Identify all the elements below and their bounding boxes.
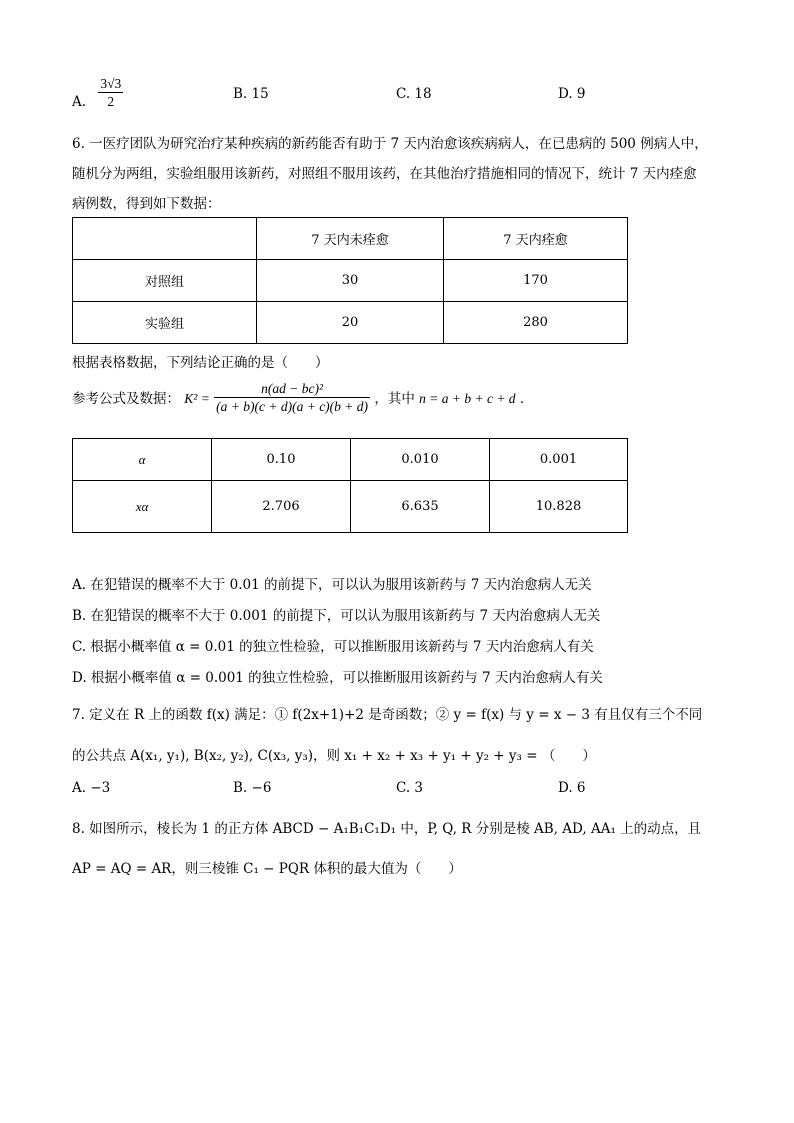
q6-option-c: C. 根据小概率值 α = 0.01 的独立性检验，可以推断服用该新药与 7 天内治愈病人有关	[72, 639, 594, 655]
table-cell: 280	[444, 302, 628, 344]
table-cell: 30	[257, 260, 444, 302]
q6-option-d: D. 根据小概率值 α = 0.001 的独立性检验，可以推断服用该新药与 7 天内治愈病人有关	[72, 670, 603, 686]
q7-stem-line1: 7. 定义在 R 上的函数 f(x) 满足：① f(2x+1)+2 是奇函数；② y = f(x) 与 y = x − 3 有且仅有三个不同	[72, 707, 703, 723]
table-row	[73, 439, 628, 481]
table-cell: 170	[444, 260, 628, 302]
formula-lhs: K² =	[184, 391, 210, 406]
table-cell: 对照组	[73, 260, 257, 302]
formula-fraction	[214, 381, 370, 414]
table-cell-alpha-label: α	[73, 439, 212, 481]
table-cell: 6.635	[351, 481, 490, 533]
q5-option-a-numerator: 3√3	[100, 76, 122, 91]
q7-option-c: C. 3	[396, 780, 424, 796]
table-row	[73, 481, 628, 533]
table-row	[73, 302, 628, 344]
formula-denominator: (a + b)(c + d)(a + c)(b + d)	[216, 399, 369, 414]
q6-formula	[72, 383, 533, 416]
table-header-cell	[73, 218, 257, 260]
q6-question: 根据表格数据，下列结论正确的是（ ）	[72, 355, 329, 371]
q6-stem-line2: 随机分为两组，实验组服用该新药，对照组不服用该药，在其他治疗措施相同的情况下，统计 7 天内痊愈	[72, 166, 697, 182]
q7-option-a: A. −3	[72, 780, 111, 796]
table-cell: 2.706	[212, 481, 351, 533]
table-header-cell: 7 天内未痊愈	[257, 218, 444, 260]
table-cell: 10.828	[490, 481, 628, 533]
q5-option-c: C. 18	[396, 86, 432, 102]
q5-option-a-denominator: 2	[107, 94, 115, 109]
table-row	[73, 218, 628, 260]
q8-stem-line1: 8. 如图所示，棱长为 1 的正方体 ABCD − A₁B₁C₁D₁ 中，P, Q, R 分别是棱 AB, AD, AA₁ 上的动点，且	[72, 821, 702, 837]
q6-critical-value-table	[72, 438, 628, 533]
q5-option-d: D. 9	[558, 86, 586, 102]
formula-end: ．	[519, 391, 534, 407]
q7-option-b: B. −6	[233, 780, 272, 796]
table-cell-x-alpha-label: xα	[73, 481, 212, 533]
q7-options	[72, 780, 722, 800]
q7-stem-line2: 的公共点 A(x₁, y₁), B(x₂, y₂), C(x₃, y₃)，则 x₁ + x₂ + x₃ + y₁ + y₂ + y₃ = （ ）	[72, 748, 596, 764]
q6-stem-line1: 6. 一医疗团队为研究治疗某种疾病的新药能否有助于 7 天内治愈该疾病病人，在已患病的 500 例病人中，	[72, 136, 708, 152]
q6-option-b: B. 在犯错误的概率不大于 0.001 的前提下，可以认为服用该新药与 7 天内治愈病人无关	[72, 608, 601, 624]
table-cell: 20	[257, 302, 444, 344]
formula-n-definition: n = a + b + c + d	[419, 391, 516, 406]
formula-numerator: n(ad − bc)²	[214, 381, 370, 398]
formula-suffix: ，其中	[374, 391, 415, 407]
formula-prefix: 参考公式及数据：	[72, 391, 180, 407]
table-cell: 0.001	[490, 439, 628, 481]
q5-options	[72, 76, 722, 116]
table-cell: 0.010	[351, 439, 490, 481]
q7-option-d: D. 6	[558, 780, 586, 796]
q6-stem-line3: 病例数，得到如下数据：	[72, 196, 221, 212]
table-cell: 0.10	[212, 439, 351, 481]
table-header-cell: 7 天内痊愈	[444, 218, 628, 260]
q5-option-b: B. 15	[233, 86, 269, 102]
q6-data-table	[72, 217, 628, 344]
q5-option-a-label: A.	[72, 94, 87, 110]
q8-stem-line2: AP = AQ = AR，则三棱锥 C₁ − PQR 体积的最大值为（ ）	[72, 861, 462, 877]
q6-option-a: A. 在犯错误的概率不大于 0.01 的前提下，可以认为服用该新药与 7 天内治愈病人无关	[72, 577, 592, 593]
table-cell: 实验组	[73, 302, 257, 344]
q5-option-a	[72, 76, 123, 119]
q5-option-a-fraction	[98, 76, 123, 109]
table-row	[73, 260, 628, 302]
